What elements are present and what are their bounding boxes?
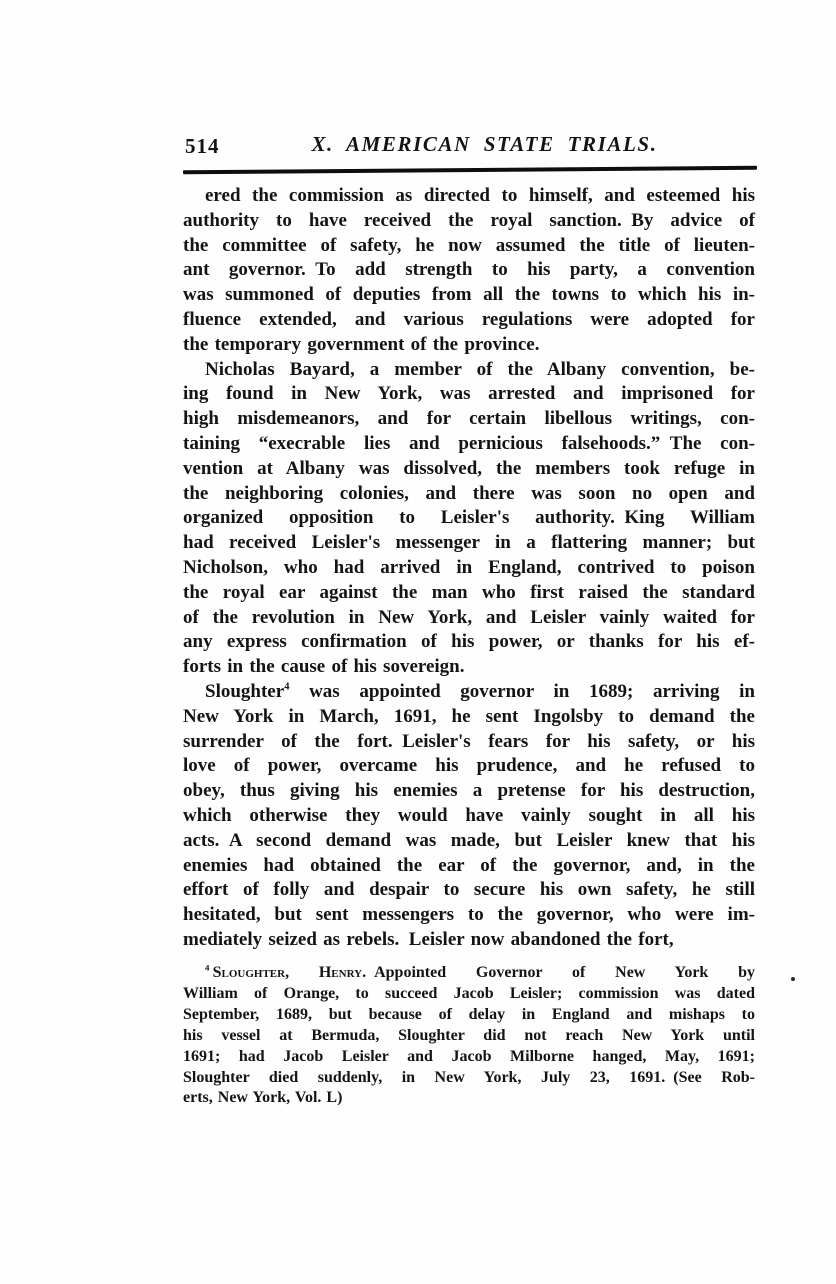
text-line: the royal ear against the man who first raised the standard bbox=[183, 581, 755, 603]
scan-artifact-dot bbox=[791, 977, 795, 981]
paragraph bbox=[183, 963, 755, 1109]
text-line: had received Leisler's messenger in a flattering manner; but bbox=[183, 532, 755, 554]
text-line: Nicholas Bayard, a member of the Albany convention, be- bbox=[205, 358, 755, 380]
text-line: which otherwise they would have vainly sought in all his bbox=[183, 804, 755, 826]
text-line: effort of folly and despair to secure his own safety, he still bbox=[183, 879, 755, 901]
paragraph bbox=[183, 680, 755, 953]
text-line: fluence extended, and various regulations were adopted for bbox=[183, 308, 755, 330]
text-line: ered the commission as directed to himself, and esteemed his bbox=[205, 185, 755, 206]
text-line: love of power, overcame his prudence, and he refused to bbox=[183, 755, 755, 777]
footnote bbox=[183, 963, 755, 1109]
text-line: ant governor. To add strength to his party, a convention bbox=[183, 259, 755, 281]
body-text bbox=[183, 184, 755, 953]
text-line: authority to have received the royal sanction. By advice of bbox=[183, 209, 755, 231]
text-line: enemies had obtained the ear of the governor, and, in the bbox=[183, 854, 755, 876]
text-line: mediately seized as rebels. Leisler now abandoned the fort, bbox=[183, 928, 674, 950]
text-line: any express confirmation of his power, or thanks for his ef- bbox=[183, 631, 755, 653]
text-line: the committee of safety, he now assumed the title of lieuten- bbox=[183, 234, 755, 256]
text-line: September, 1689, but because of delay in England and mishaps to bbox=[183, 1005, 755, 1023]
text-line: 1691; had Jacob Leisler and Jacob Milborne hanged, May, 1691; bbox=[183, 1047, 755, 1065]
text-line: Sloughter died suddenly, in New York, July 23, 1691. (See Rob- bbox=[183, 1068, 755, 1086]
header-rule bbox=[183, 166, 757, 175]
text-line: surrender of the fort. Leisler's fears for his safety, or his bbox=[183, 730, 755, 752]
text-line: organized opposition to Leisler's authority. King William bbox=[183, 507, 755, 529]
paragraph bbox=[183, 184, 755, 358]
text-line: ing found in New York, was arrested and imprisoned for bbox=[183, 383, 755, 405]
text-line: high misdemeanors, and for certain libellous writings, con- bbox=[183, 408, 755, 430]
page-header bbox=[183, 131, 756, 161]
text-line: hesitated, but sent messengers to the governor, who were im- bbox=[183, 904, 755, 926]
running-title: X. AMERICAN STATE TRIALS. bbox=[311, 132, 658, 156]
text-line: the neighboring colonies, and there was soon no open and bbox=[183, 482, 755, 504]
text-line: was summoned of deputies from all the towns to which his in- bbox=[183, 284, 755, 306]
paragraph bbox=[183, 358, 755, 680]
text-line: Nicholson, who had arrived in England, contrived to poison bbox=[183, 556, 755, 578]
text-line: erts, New York, Vol. L) bbox=[183, 1089, 343, 1107]
text-line: the temporary government of the province. bbox=[183, 333, 540, 355]
text-line: of the revolution in New York, and Leisler vainly waited for bbox=[183, 606, 755, 628]
page-number: 514 bbox=[185, 134, 220, 158]
text-line: $^4$ Sloughter, Henry. Appointed Governor of New York by bbox=[205, 962, 755, 981]
text-line: Sloughter$^4$ was appointed governor in 1689; arriving in bbox=[205, 680, 755, 702]
text-line: forts in the cause of his sovereign. bbox=[183, 656, 465, 678]
text-line: obey, thus giving his enemies a pretense for his destruction, bbox=[183, 780, 755, 802]
text-line: acts. A second demand was made, but Leisler knew that his bbox=[183, 829, 755, 851]
text-line: New York in March, 1691, he sent Ingolsby to demand the bbox=[183, 705, 755, 727]
text-line: William of Orange, to succeed Jacob Leisler; commission was dated bbox=[183, 984, 755, 1002]
text-line: his vessel at Bermuda, Sloughter did not reach New York until bbox=[183, 1026, 755, 1044]
text-line: taining “execrable lies and pernicious falsehoods.” The con- bbox=[183, 432, 755, 454]
text-line: vention at Albany was dissolved, the members took refuge in bbox=[183, 457, 755, 479]
